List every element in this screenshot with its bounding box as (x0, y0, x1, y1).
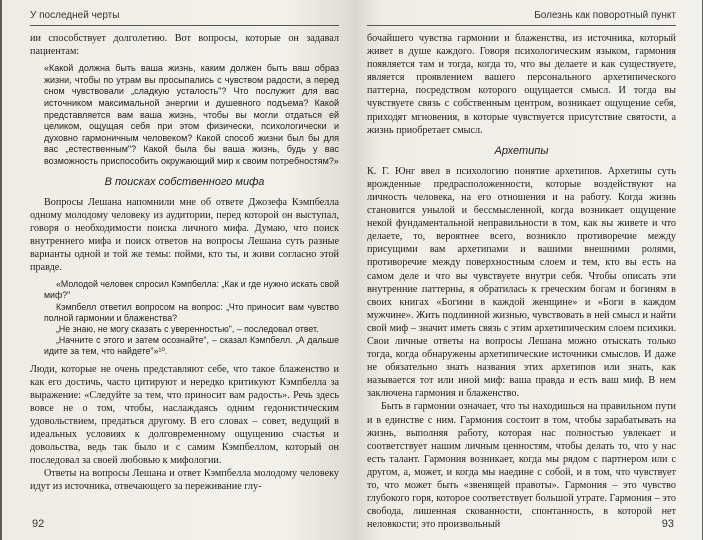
right-page (353, 0, 702, 540)
right-page-text (367, 32, 676, 531)
book-spread (2, 0, 702, 540)
block-quote: «Какой должна быть ваша жизнь, каким должен быть ваш образ жизни, чтобы по утрам вы просыпались с чувством радости, а перед сном чувствовали „сладкую усталость"? Что послужит для вас источником максимальной энергии и душевного подъема? Какой представляется вам ваша жизнь, чтобы вы могли отдаться ей целиком, ощущая себя при этом физически, психологически и духовно гармоничным человеком? Какой способ жизни был бы для вас „естественным"? Какой была бы ваша жизнь, будь у вас возможность приспособить окружающий мир к своим потребностям?» (44, 63, 339, 166)
section-heading: В поисках собственного мифа (104, 175, 265, 188)
paragraph: Быть в гармонии означает, что ты находишься на правильном пути и в единстве с ним. Гармония состоит в том, чтобы зарабатывать на жизнь, выполняя работу, которая нас полностью увлекает и соответствует нашим личным ценностям, чтобы делать то, что у нас есть талант. Гармония возникает, когда мы рядом с партнером или с другом, а, может, и когда мы наедине с собой, и в том, что чувствует то, что может быть «звенящей правоты». Гармония – это чувство глубокого горя, которое соответствует большой утрате. Гармония – это свобода, лишенная скованности, спонтанность, в которой нет неловкости; это произвольный (367, 401, 676, 531)
page-number-left: 92 (32, 518, 45, 530)
running-head-left: У последней черты (30, 8, 339, 26)
paragraph: К. Г. Юнг ввел в психологию понятие архетипов. Архетипы суть врожденные предрасположенности, которые воздействуют на личность человека, на его отношения и на работу. Когда жизнь становится унылой и бессмысленной, когда возникает ощущение некой фундаментальной неправильности в том, как вы живете и что делаете, то, вероятнее всего, возникло противоречие между присущими вам архетипами и вашими внешними ролями, противоречие между поверхностным слоем и тем, кто вы есть на самом деле и что вы чувствуете внутри себя. Чтобы описать эти внутренние паттерны, я обратилась к греческим богам и богиням в своих книгах «Богини в каждой женщине» и «Боги в каждом мужчине». Жить подлинной жизнью, чувствовать в ней смысл и найти свой миф – значит иметь связь с этим архетипическим слоем психики. Свои личные ответы на вопросы Лешана можно отыскать только тогда, когда обнаружены архетипические источники смыслов. И даже не обязательно знать названия этих архетипов или знать, как называется тот или иной миф: ваша правда и есть ваш миф. В нем заключена гармония и блаженство. (367, 165, 676, 400)
page-number-right: 93 (661, 518, 674, 530)
dialog-line: Кэмпбелл ответил вопросом на вопрос: „Что приносит вам чувство полной гармонии и блаженства? (44, 301, 339, 323)
section-heading: Архетипы (494, 144, 549, 157)
dialog-line: „Начните с этого и затем осознайте“, – сказал Кэмпбелл. „А дальше идите за тем, что найдете"»¹⁰. (44, 335, 339, 357)
paragraph: Ответы на вопросы Лешана и ответ Кэмпбелла молодому человеку идут из источника, отвечающего за переживание глу- (30, 468, 339, 493)
paragraph: Вопросы Лешана напомнили мне об ответе Джозефа Кэмпбелла одному молодому человеку из аудитории, перед которой он выступал, говоря о необходимости поиска личного мифа. Думаю, что поиск внутреннего мифа и поиск ответов на вопросы Лешана суть разные варианты одной и той же темы: пойми, кто ты, и живи согласно этой правде. (30, 196, 339, 273)
dialog-line: „Не знаю, не могу сказать с уверенностью", – последовал ответ. (56, 323, 319, 334)
running-head-right: Болезнь как поворотный пункт (367, 8, 676, 26)
left-page (2, 0, 353, 540)
dialog-line: «Молодой человек спросил Кэмпбелла: „Как и где нужно искать свой миф?" (44, 279, 339, 301)
paragraph: бочайшего чувства гармонии и блаженства, из источника, который живет в душе каждого. Говоря психологическим языком, гармония появляется там и тогда, когда то, что вы делаете и как существуете, является проявлением вашего персонального архетипического паттерна, посредством которого ощущается смысл. И тогда вы чувствуете связь с собственным центром, возникает ощущение себя, приходят мгновения, в которые чувствуется присутствие святости, а жизнь приобретает смысл. (367, 33, 676, 136)
paragraph: Люди, которые не очень представляют себе, что такое блаженство и как его достичь, часто цитируют и нередко критикуют Кэмпбелла за выражение: «Следуйте за тем, что приносит вам радость». Речь здесь вовсе не о том, чтобы, наслаждаясь одним гедонистическим удовольствием, предаться другому. В его словах – совет, ведущий в идеальных условиях к долговременному ощущению счастья и довольства, ведь так было и с самим Кэмпбеллом, который он последовал за своей любовью к мифологии. (30, 363, 339, 467)
left-page-text (30, 32, 339, 493)
paragraph: ии способствует долголетию. Вот вопросы, которые он задавал пациентам: (30, 33, 339, 58)
